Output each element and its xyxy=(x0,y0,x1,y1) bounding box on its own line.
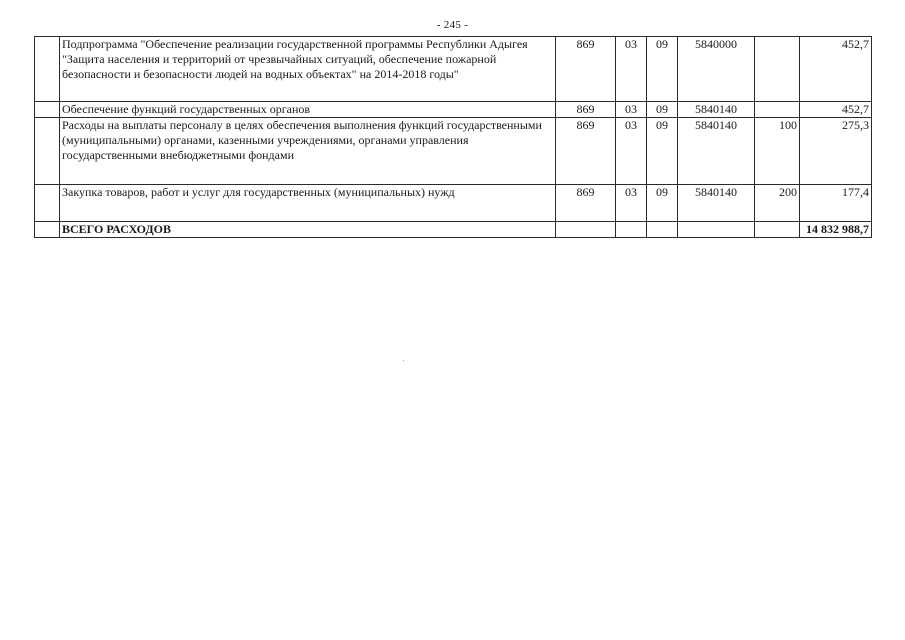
empty-cell xyxy=(755,222,800,238)
total-row xyxy=(35,222,872,238)
amount: 275,3 xyxy=(800,118,872,185)
expense-type-code: 100 xyxy=(755,118,800,185)
expense-type-code: 200 xyxy=(755,185,800,222)
table-row xyxy=(35,185,872,222)
subsection-code: 09 xyxy=(647,185,678,222)
target-article-code: 5840140 xyxy=(678,102,755,118)
section-code: 03 xyxy=(616,102,647,118)
total-amount: 14 832 988,7 xyxy=(800,222,872,238)
budget-table xyxy=(34,36,872,238)
expense-type-code xyxy=(755,102,800,118)
empty-cell xyxy=(678,222,755,238)
scan-speck xyxy=(403,360,404,361)
expense-name: Подпрограмма "Обеспечение реализации государственной программы Республики Адыгея "Защита населения и территорий от чрезвычайных ситуаций, обеспечение пожарной безопасности и безопасности людей на водных объектах" на 2014-2018 годы" xyxy=(60,37,556,102)
section-code: 03 xyxy=(616,185,647,222)
total-label: ВСЕГО РАСХОДОВ xyxy=(60,222,556,238)
expense-name: Расходы на выплаты персоналу в целях обеспечения выполнения функций государственными (муниципальными) органами, казенными учреждениями, органами управления государственными внебюджетными фондами xyxy=(60,118,556,185)
table-row xyxy=(35,37,872,102)
target-article-code: 5840000 xyxy=(678,37,755,102)
table-row xyxy=(35,102,872,118)
department-code: 869 xyxy=(556,118,616,185)
department-code: 869 xyxy=(556,37,616,102)
section-code: 03 xyxy=(616,118,647,185)
empty-cell xyxy=(647,222,678,238)
target-article-code: 5840140 xyxy=(678,185,755,222)
subsection-code: 09 xyxy=(647,118,678,185)
empty-cell xyxy=(556,222,616,238)
section-code: 03 xyxy=(616,37,647,102)
target-article-code: 5840140 xyxy=(678,118,755,185)
table-row xyxy=(35,118,872,185)
empty-cell xyxy=(616,222,647,238)
department-code: 869 xyxy=(556,102,616,118)
row-number-cell xyxy=(35,222,60,238)
amount: 452,7 xyxy=(800,37,872,102)
page-number: - 245 - xyxy=(436,19,469,31)
row-number-cell xyxy=(35,118,60,185)
expense-type-code xyxy=(755,37,800,102)
expense-name: Закупка товаров, работ и услуг для государственных (муниципальных) нужд xyxy=(60,185,556,222)
amount: 177,4 xyxy=(800,185,872,222)
subsection-code: 09 xyxy=(647,37,678,102)
row-number-cell xyxy=(35,185,60,222)
amount: 452,7 xyxy=(800,102,872,118)
row-number-cell xyxy=(35,37,60,102)
department-code: 869 xyxy=(556,185,616,222)
subsection-code: 09 xyxy=(647,102,678,118)
row-number-cell xyxy=(35,102,60,118)
expense-name: Обеспечение функций государственных органов xyxy=(60,102,556,118)
